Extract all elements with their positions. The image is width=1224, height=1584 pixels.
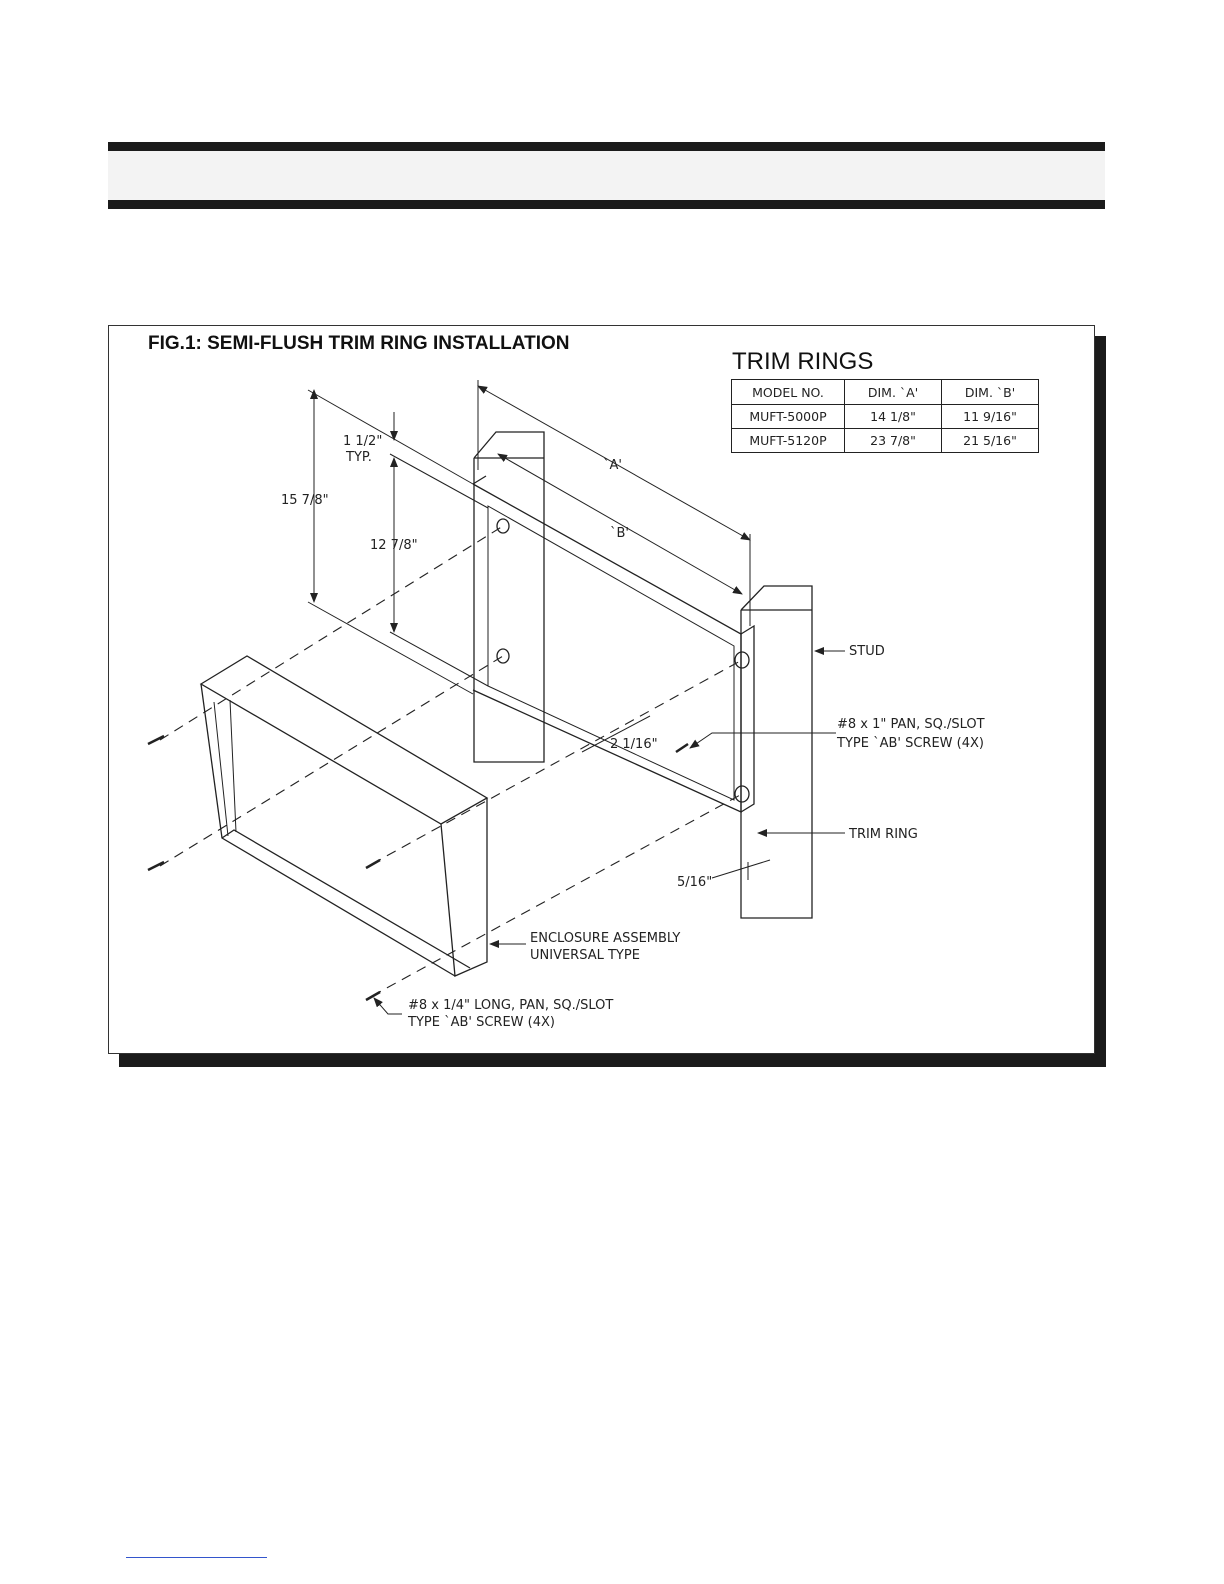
cell-dim-b: 11 9/16" bbox=[942, 405, 1039, 429]
back-stud bbox=[474, 432, 544, 762]
label-screw-2-line1: #8 x 1/4" LONG, PAN, SQ./SLOT bbox=[408, 998, 614, 1013]
label-trim-ring: TRIM RING bbox=[849, 827, 918, 842]
cell-model: MUFT-5120P bbox=[732, 429, 845, 453]
enclosure-assembly bbox=[201, 656, 487, 976]
trim-rings-title: TRIM RINGS bbox=[732, 348, 874, 375]
cell-model: MUFT-5000P bbox=[732, 405, 845, 429]
cell-dim-a: 14 1/8" bbox=[845, 405, 942, 429]
header-dim-b: DIM. `B' bbox=[942, 380, 1039, 405]
label-height-inner: 12 7/8" bbox=[370, 538, 418, 553]
label-stud: STUD bbox=[849, 644, 885, 659]
label-height-outer: 15 7/8" bbox=[281, 493, 329, 508]
cell-dim-a: 23 7/8" bbox=[845, 429, 942, 453]
label-screw-1-line1: #8 x 1" PAN, SQ./SLOT bbox=[837, 717, 985, 732]
mounting-holes bbox=[497, 519, 749, 802]
label-depth: 2 1/16" bbox=[610, 737, 658, 752]
front-stud bbox=[741, 586, 812, 918]
label-trim-thickness: 5/16" bbox=[677, 875, 713, 890]
figure-title: FIG.1: SEMI-FLUSH TRIM RING INSTALLATION bbox=[148, 333, 570, 354]
dimension-lines bbox=[308, 380, 770, 880]
label-enclosure-line1: ENCLOSURE ASSEMBLY bbox=[530, 931, 681, 946]
label-enclosure-line2: UNIVERSAL TYPE bbox=[530, 948, 640, 963]
footer-link-underline[interactable] bbox=[126, 1557, 267, 1558]
header-dim-a: DIM. `A' bbox=[845, 380, 942, 405]
label-screw-2-line2: TYPE `AB' SCREW (4X) bbox=[408, 1015, 555, 1030]
label-screw-1-line2: TYPE `AB' SCREW (4X) bbox=[837, 736, 984, 751]
label-dim-b: `B' bbox=[610, 526, 629, 541]
label-typ-1: 1 1/2" bbox=[343, 434, 383, 449]
label-typ-2: TYP. bbox=[346, 450, 372, 465]
cell-dim-b: 21 5/16" bbox=[942, 429, 1039, 453]
label-dim-a: `A' bbox=[603, 458, 622, 473]
header-model: MODEL NO. bbox=[732, 380, 845, 405]
